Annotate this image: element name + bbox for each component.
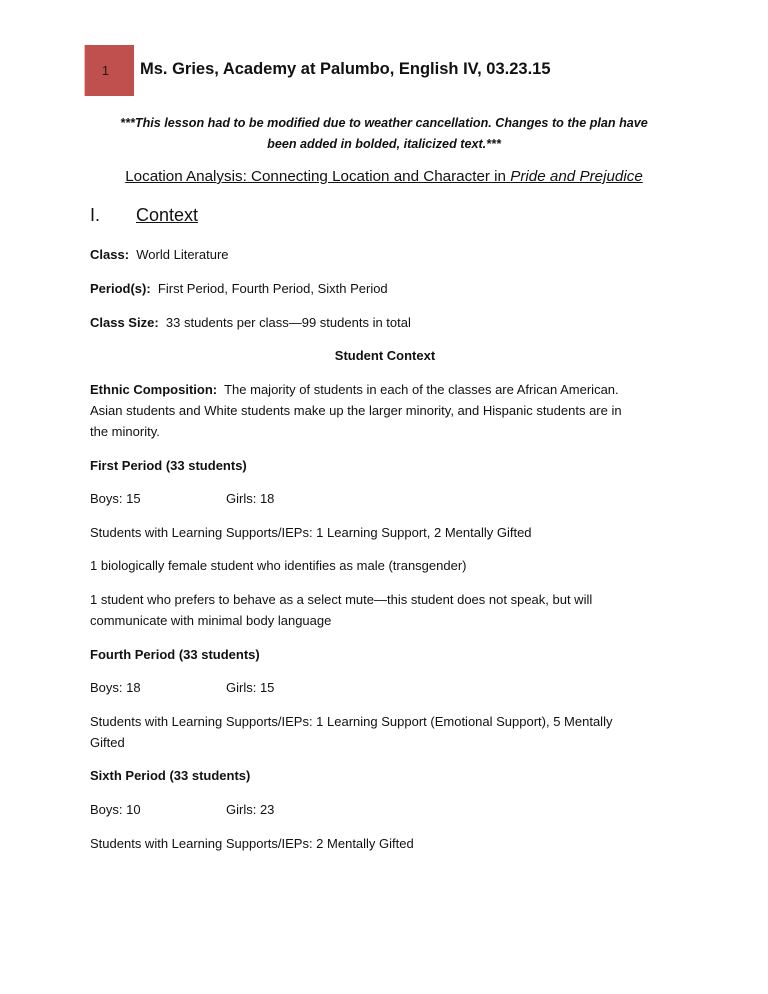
fourth-period-heading: Fourth Period (33 students) bbox=[90, 647, 260, 662]
fourth-period-girls: Girls: 15 bbox=[226, 680, 275, 695]
class-size-row bbox=[90, 312, 680, 333]
fourth-period-supports bbox=[90, 711, 680, 753]
page-number: 1 bbox=[101, 63, 110, 78]
sixth-period-heading: Sixth Period (33 students) bbox=[90, 768, 251, 783]
fourth-period-supports-line-2: Gifted bbox=[90, 735, 125, 750]
section-title: Context bbox=[136, 205, 199, 225]
first-period-note-1: 1 biologically female student who identifies as male (transgender) bbox=[90, 558, 467, 573]
fourth-period-supports-line-1: Students with Learning Supports/IEPs: 1 Learning Support (Emotional Support), 5 Mentally bbox=[90, 714, 613, 729]
ethnic-label: Ethnic Composition: bbox=[90, 382, 218, 397]
ethnic-line-1: The majority of students in each of the classes are African American. bbox=[224, 382, 619, 397]
periods-value: First Period, Fourth Period, Sixth Period bbox=[157, 281, 388, 296]
section-number: I. bbox=[90, 205, 101, 225]
notice-line-2: been added in bolded, italicized text.*** bbox=[267, 137, 501, 151]
first-period-counts bbox=[90, 488, 680, 509]
class-value: World Literature bbox=[136, 247, 229, 262]
sixth-period-girls: Girls: 23 bbox=[226, 802, 275, 817]
class-size-label: Class Size: bbox=[90, 315, 159, 330]
lesson-title-book: Pride and Prejudice bbox=[510, 168, 643, 185]
lesson-title bbox=[90, 168, 678, 185]
first-period-girls: Girls: 18 bbox=[226, 491, 275, 506]
student-context-heading: Student Context bbox=[334, 348, 436, 363]
periods-label: Period(s): bbox=[90, 281, 151, 296]
ethnic-composition bbox=[90, 379, 680, 442]
first-period-heading: First Period (33 students) bbox=[90, 458, 247, 473]
sixth-period-boys: Boys: 10 bbox=[90, 802, 141, 817]
ethnic-line-2: Asian students and White students make up the larger minority, and Hispanic students are in bbox=[90, 403, 622, 418]
sixth-period-counts bbox=[90, 799, 680, 820]
first-period-note-2-line-1: 1 student who prefers to behave as a select mute—this student does not speak, but will bbox=[90, 592, 593, 607]
ethnic-line-3: the minority. bbox=[90, 424, 160, 439]
class-label: Class: bbox=[90, 247, 130, 262]
periods-row bbox=[90, 278, 680, 299]
header-title: Ms. Gries, Academy at Palumbo, English IV, 03.23.15 bbox=[140, 60, 551, 78]
first-period-supports: Students with Learning Supports/IEPs: 1 Learning Support, 2 Mentally Gifted bbox=[90, 525, 532, 540]
section-heading bbox=[90, 205, 198, 226]
page-number-badge bbox=[84, 45, 134, 96]
modification-notice bbox=[96, 113, 672, 155]
first-period-note-2 bbox=[90, 589, 680, 631]
fourth-period-counts bbox=[90, 677, 680, 698]
first-period-note-2-line-2: communicate with minimal body language bbox=[90, 613, 332, 628]
class-size-value: 33 students per class—99 students in total bbox=[165, 315, 411, 330]
first-period-boys: Boys: 15 bbox=[90, 491, 141, 506]
sixth-period-supports: Students with Learning Supports/IEPs: 2 Mentally Gifted bbox=[90, 836, 414, 851]
lesson-title-main: Location Analysis: Connecting Location and Character in bbox=[125, 168, 511, 185]
fourth-period-boys: Boys: 18 bbox=[90, 680, 141, 695]
notice-line-1: ***This lesson had to be modified due to weather cancellation. Changes to the plan have bbox=[120, 116, 648, 130]
class-row bbox=[90, 244, 680, 265]
